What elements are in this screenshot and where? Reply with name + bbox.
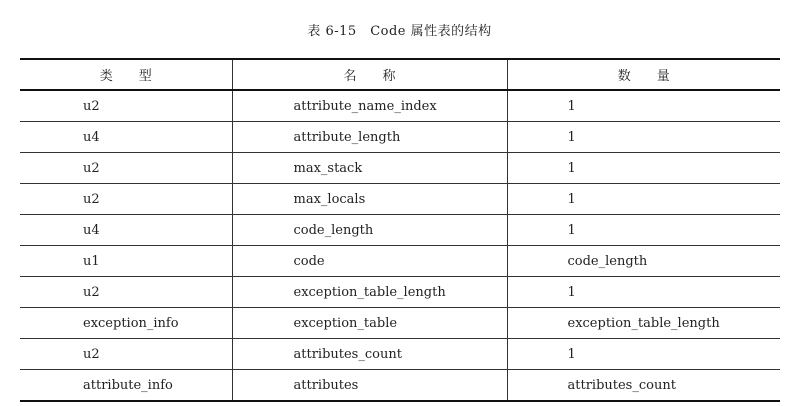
cell-quantity: exception_table_length xyxy=(507,308,780,339)
cell-quantity: 1 xyxy=(507,215,780,246)
table-header xyxy=(20,59,780,90)
cell-name: exception_table xyxy=(232,308,507,339)
cell-name: attributes_count xyxy=(232,339,507,370)
table-row xyxy=(20,308,780,339)
cell-quantity: 1 xyxy=(507,184,780,215)
table-row xyxy=(20,246,780,277)
cell-name: attribute_name_index xyxy=(232,90,507,122)
cell-name: exception_table_length xyxy=(232,277,507,308)
cell-quantity: 1 xyxy=(507,153,780,184)
table-row xyxy=(20,339,780,370)
cell-type: u2 xyxy=(83,284,100,300)
cell-quantity: code_length xyxy=(507,246,780,277)
cell-name: max_locals xyxy=(232,184,507,215)
cell-name: code xyxy=(232,246,507,277)
cell-name: attributes xyxy=(232,370,507,402)
cell-type: exception_info xyxy=(83,315,179,331)
header-row xyxy=(20,59,780,90)
cell-quantity: attributes_count xyxy=(507,370,780,402)
cell-type: u2 xyxy=(83,191,100,207)
header-name: 名 称 xyxy=(232,59,507,90)
cell-type: u2 xyxy=(83,346,100,362)
header-quantity: 数 量 xyxy=(507,59,780,90)
cell-name: attribute_length xyxy=(232,122,507,153)
cell-type: u4 xyxy=(83,129,100,145)
cell-quantity: 1 xyxy=(507,277,780,308)
table-row xyxy=(20,370,780,402)
code-attribute-table xyxy=(20,58,780,402)
cell-type: attribute_info xyxy=(83,377,173,393)
table-caption: 表 6-15 Code 属性表的结构 xyxy=(307,24,492,39)
table-row xyxy=(20,215,780,246)
cell-name: code_length xyxy=(232,215,507,246)
table-row xyxy=(20,122,780,153)
cell-type: u2 xyxy=(83,160,100,176)
header-type: 类 型 xyxy=(99,69,152,84)
table-body xyxy=(20,90,780,401)
cell-name: max_stack xyxy=(232,153,507,184)
table-row xyxy=(20,90,780,122)
cell-type: u2 xyxy=(83,98,100,114)
cell-type: u1 xyxy=(83,253,100,269)
cell-type: u4 xyxy=(83,222,100,238)
cell-quantity: 1 xyxy=(507,122,780,153)
table-row xyxy=(20,153,780,184)
table-row xyxy=(20,277,780,308)
table-row xyxy=(20,184,780,215)
cell-quantity: 1 xyxy=(507,339,780,370)
cell-quantity: 1 xyxy=(507,90,780,122)
